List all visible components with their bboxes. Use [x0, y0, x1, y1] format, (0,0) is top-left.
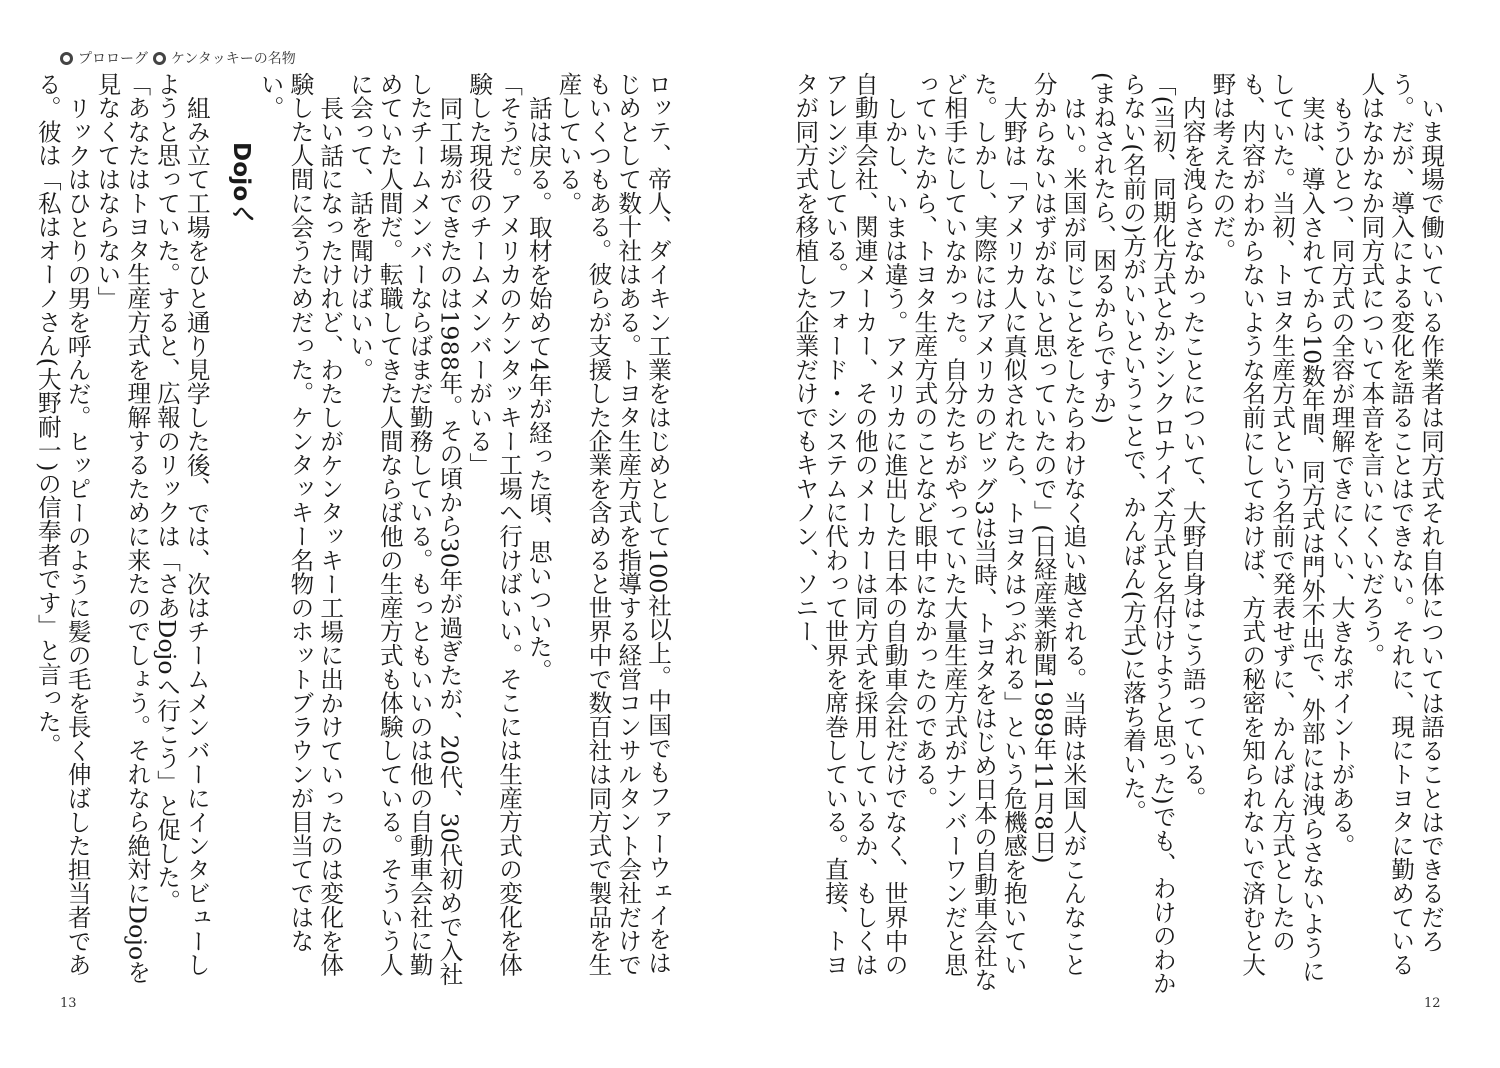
quote-paragraph: 「(当初、同期化方式とかシンクロナイズ方式と名付けようと思った)でも、わけのわからない(名前の)方がいいということで、かんばん(方式)に落ち着いた。 — [1119, 72, 1177, 996]
right-page-text — [791, 72, 1445, 997]
paragraph: 同工場ができたのは1988年。その頃から30年が過ぎたが、20代、30代初めで入社したチームメンバーならばまだ勤務している。もっともいいのは他の自動車会社に勤めていた人間だ。転職してきた人間ならば他の生産方式も体験している。そういう人に会って、話を聞けばいい。 — [346, 72, 464, 986]
left-page-text — [33, 72, 672, 997]
paragraph: 話は戻る。取材を始めて4年が経った頃、思いついた。 — [524, 95, 553, 683]
ring-bullet-icon — [60, 52, 73, 65]
quote-paragraph: 「そうだ。アメリカのケンタッキー工場へ行けばいい。そこには生産方式の変化を体験した現役のチームメンバーがいる」 — [465, 72, 524, 977]
part-title: プロローグ — [78, 51, 148, 67]
paragraph: 組み立て工場をひと通り見学した後、では、次はチームメンバーにインタビューしようと思っていた。すると、広報のリックは「さあDojoへ行こう」と促した。 — [153, 72, 211, 977]
paragraph: いま現場で働いている作業者は同方式それ自体については語ることはできるだろう。だが、導入による変化を語ることはできない。それに、現にトヨタに勤めている人はなかなか同方式について本音を言いにくいだろう。 — [1357, 72, 1445, 977]
paragraph: しかし、いまは違う。アメリカに進出した日本の自動車会社だけでなく、世界中の自動車会社、関連メーカー、その他のメーカーは同方式を採用しているか、もしくはアレンジしている。フォード・システムに代わって世界を席巻している。直接、トヨタが同方式を移植した企業だけでもキヤノン、ソニー、 — [791, 72, 909, 977]
paragraph: もうひとつ、同方式の全容が理解できにくい、大きなポイントがある。 — [1327, 95, 1356, 858]
page-number-right: 12 — [1424, 996, 1441, 1011]
paragraph: (まねされたら、困るからですか) — [1089, 72, 1118, 425]
quote-paragraph: 「あなたはトヨタ生産方式を理解するために来たのでしょう。それなら絶対にDojoを見なくてはならない」 — [93, 72, 152, 985]
paragraph: ロッテ、帝人、ダイキン工業をはじめとして100社以上。中国でもファーウェイをはじめとして数十社はある。トヨタ生産方式を指導する経営コンサルタント会社だけでもいくつもある。彼らが支援した企業を含めると世界中で数百社は同方式で製品を生産している。 — [554, 72, 672, 977]
section-heading: Dojoへ — [227, 142, 254, 225]
paragraph: 実は、導入されてから10数年間、同方式は門外不出で、外部には洩らさないようにしていた。当初、トヨタ生産方式という名前で発表せずに、かんばん方式としたのも、内容がわからないような名前にしておけば、方式の秘密を知られないで済むと大野は考えたのだ。 — [1208, 72, 1326, 983]
page-number-left: 13 — [60, 996, 77, 1011]
paragraph: 内容を洩らさなかったことについて、大野自身はこう語っている。 — [1178, 95, 1207, 810]
paragraph: はい。米国が同じことをしたらわけなく追い越される。当時は米国人がこんなこと分からないはずがないと思っていたので」(日経産業新聞1989年11月8日) — [1029, 72, 1088, 977]
paragraph: 長い話になったけれど、わたしがケンタッキー工場に出かけていったのは変化を体験した人間に会うためだった。ケンタッキー名物のホットブラウンが目当てではない。 — [256, 72, 345, 977]
chapter-title: ケンタッキーの名物 — [171, 51, 296, 67]
paragraph: 大野は「アメリカ人に真似されたら、トヨタはつぶれる」という危機感を抱いていた。しかし、実際にはアメリカのビッグ3は当時、トヨタをはじめ日本の自動車会社など相手にしていなかった。自分たちがやっていた大量生産方式がナンバーワンだと思っていたから、トヨタ生産方式のことなど眼中になかったのである。 — [910, 72, 1028, 992]
ring-bullet-icon — [153, 52, 166, 65]
paragraph: リックはひとりの男を呼んだ。ヒッピーのように髪の毛を長く伸ばした担当者である。彼は「私はオーノさん(大野耐一)の信奉者です」と言った。 — [33, 72, 92, 977]
running-header — [60, 48, 296, 68]
